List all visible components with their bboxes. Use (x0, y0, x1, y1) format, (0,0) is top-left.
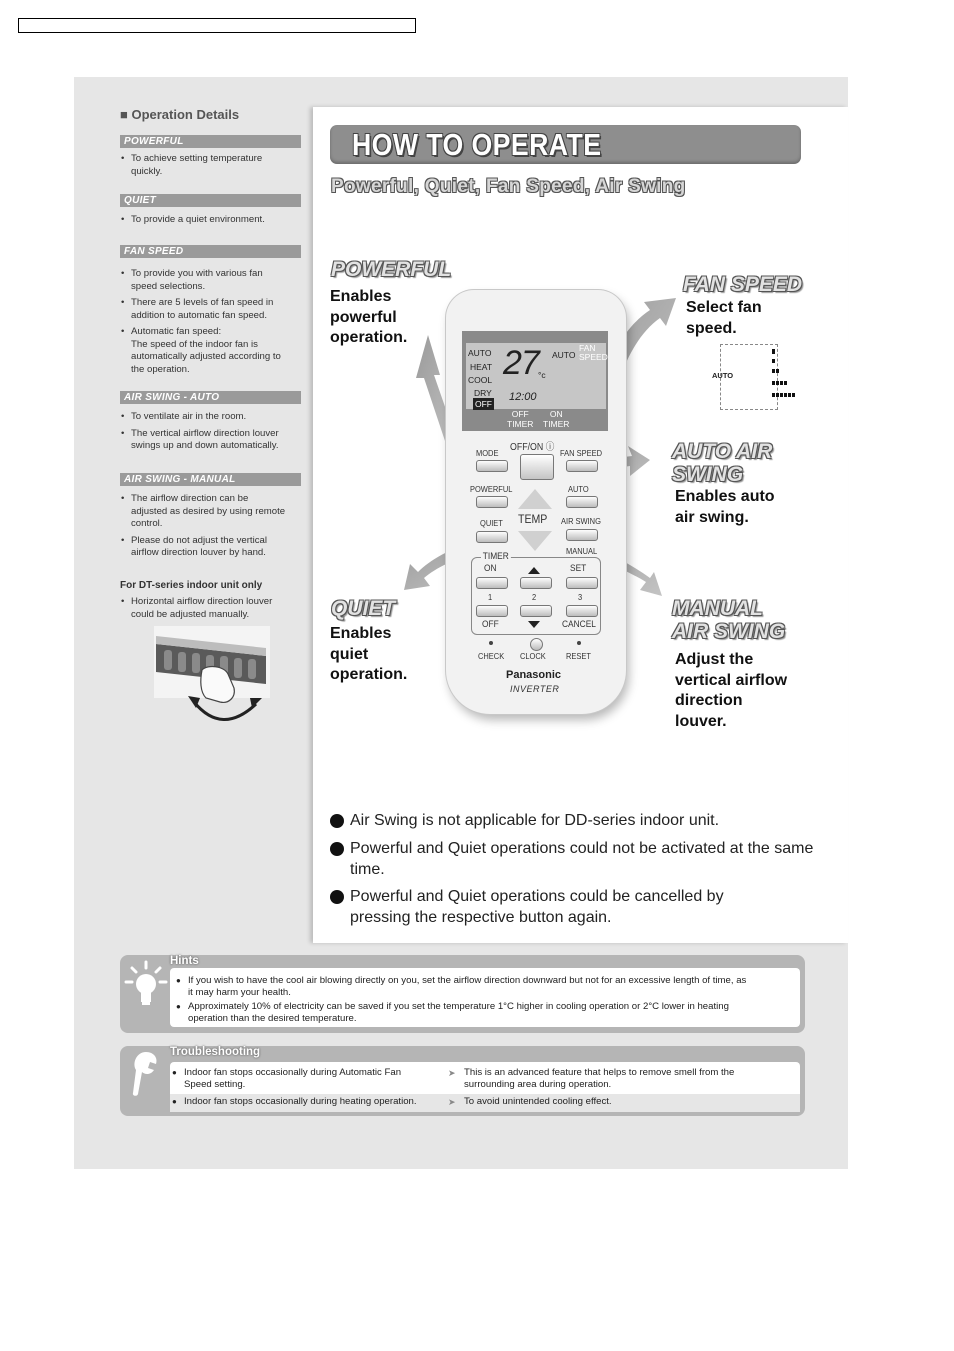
temp-down-icon[interactable] (518, 531, 552, 551)
check-button-dot[interactable] (489, 641, 493, 645)
remote-label-set: SET (570, 563, 587, 574)
list-item: • The airflow direction can be adjusted as desired by using remote control. (120, 493, 302, 531)
remote-label-1: 1 (488, 592, 493, 602)
remote-label-reset: RESET (566, 651, 591, 661)
page-subtitle: Powerful, Quiet, Fan Speed, Air Swing (331, 176, 686, 197)
list-item: • To achieve setting temperature quickly. (120, 153, 302, 178)
dt-series-label: For DT-series indoor unit only (120, 580, 263, 591)
remote-label-air-swing: AIR SWING (561, 516, 601, 526)
remote-label-offon: OFF/ON ⓘ (510, 442, 555, 453)
section-label: QUIET (124, 195, 157, 206)
section-label: FAN SPEED (124, 246, 184, 257)
remote-label-check: CHECK (478, 651, 505, 661)
list-item: • There are 5 levels of fan speed in addition to automatic fan speed. (120, 297, 302, 322)
remote-fan-speed-button[interactable] (566, 460, 598, 472)
remote-timer-set-button[interactable] (566, 577, 598, 589)
remote-quiet-button[interactable] (476, 531, 508, 543)
feature-desc-quiet: Enables quiet operation. (330, 625, 408, 683)
list-item: • To provide you with various fan speed selections. (120, 268, 302, 293)
header-box (18, 18, 416, 33)
remote-label-clock: CLOCK (520, 651, 546, 661)
list-item: • Automatic fan speed: The speed of the indoor fan is automatically adjusted according to the operation. (120, 326, 302, 376)
timer-up-icon[interactable] (528, 567, 540, 574)
feature-title-manual-air-swing-2: AIR SWING (672, 620, 786, 643)
page-title: HOW TO OPERATE (352, 127, 602, 162)
note-item: Powerful and Quiet operations could be cancelled by pressing the respective button again. (330, 887, 780, 928)
note-item: Powerful and Quiet operations could not be activated at the same time. (330, 839, 820, 880)
section-list-air-swing-manual (120, 493, 302, 564)
troubleshooting-title: Troubleshooting (170, 1046, 261, 1058)
remote-label-powerful: POWERFUL (470, 484, 513, 494)
remote-brand-logo: Panasonic (506, 669, 562, 681)
louver-illustration (154, 626, 270, 734)
sidebar-title: ■ Operation Details (120, 107, 240, 122)
remote-power-button[interactable] (520, 454, 554, 480)
section-label: POWERFUL (124, 136, 184, 147)
section-list-powerful (120, 153, 302, 182)
feature-desc-fan-speed: Select fan speed. (686, 299, 762, 337)
lcd-auto: AUTO (552, 350, 576, 360)
section-label: AIR SWING - MANUAL (124, 474, 236, 485)
remote-label-cancel: CANCEL (562, 619, 596, 630)
note-item: Air Swing is not applicable for DD-series indoor unit. (330, 811, 830, 832)
feature-title-auto-air-swing-1: AUTO AIR (672, 440, 773, 463)
wrench-icon (130, 1050, 160, 1098)
reset-button-dot[interactable] (577, 641, 581, 645)
remote-label-manual: MANUAL (566, 546, 598, 556)
lcd-off-timer: OFF TIMER (507, 409, 534, 429)
section-list-fan-speed (120, 268, 302, 380)
fan-level-bars (770, 347, 798, 403)
section-list-quiet (120, 214, 302, 231)
remote-label-fan-speed: FAN SPEED (560, 448, 602, 458)
lcd-temperature: 27 (503, 344, 539, 382)
remote-powerful-button[interactable] (476, 496, 508, 508)
remote-timer-cancel-button[interactable] (566, 605, 598, 617)
list-item: • Please do not adjust the vertical airflow direction louver by hand. (120, 535, 302, 560)
remote-label-mode: MODE (476, 448, 499, 458)
remote-label-on: ON (484, 563, 497, 574)
remote-label-3: 3 (578, 592, 583, 602)
remote-label-auto: AUTO (568, 484, 589, 494)
remote-label-2: 2 (532, 592, 537, 602)
lcd-speed: SPEED (579, 352, 608, 362)
temp-up-icon[interactable] (518, 489, 552, 509)
fan-indicator-auto-label: AUTO (712, 371, 734, 380)
remote-label-timer: TIMER (482, 551, 509, 562)
hints-title: Hints (170, 955, 199, 967)
lightbulb-icon (124, 960, 168, 1008)
lcd-time: 12:00 (509, 391, 537, 403)
troubleshooting-answer: ➤ To avoid unintended cooling effect. (448, 1096, 612, 1108)
remote-label-temp: TEMP (518, 512, 548, 526)
lcd-mode-heat: HEAT (470, 362, 493, 372)
lcd-mode-dry: DRY (474, 388, 492, 398)
list-item: • The vertical airflow direction louver swings up and down automatically. (120, 428, 302, 453)
remote-timer-off-button[interactable] (476, 605, 508, 617)
list-item: • To provide a quiet environment. (120, 214, 302, 227)
remote-label-off: OFF (482, 619, 499, 630)
hint-item: ● If you wish to have the cool air blowing directly on you, set the airflow direction downward but not for an excessive length of time, as it may harm your health. (176, 975, 746, 999)
section-bar-fan-speed (120, 245, 301, 258)
troubleshooting-answer: ➤ This is an advanced feature that helps to remove smell from the surrounding area during operation. (448, 1067, 734, 1091)
remote-timer-on-button[interactable] (476, 577, 508, 589)
section-bar-air-swing-auto (120, 391, 301, 404)
timer-down-icon[interactable] (528, 621, 540, 628)
lcd-on-timer: ON TIMER (543, 409, 570, 429)
remote-label-quiet: QUIET (480, 518, 503, 528)
remote-auto-swing-button[interactable] (566, 496, 598, 508)
feature-desc-powerful: Enables powerful operation. (330, 288, 408, 346)
feature-title-quiet: QUIET (331, 597, 396, 620)
remote-mode-button[interactable] (476, 460, 508, 472)
dt-series-list (120, 596, 302, 625)
section-list-air-swing-auto (120, 411, 302, 457)
lcd-unit: °c (538, 370, 546, 380)
lcd-mode-cool: COOL (468, 375, 493, 385)
remote-manual-swing-button[interactable] (566, 529, 598, 541)
feature-title-fan-speed: FAN SPEED (683, 273, 803, 296)
feature-title-powerful: POWERFUL (331, 258, 452, 281)
remote-timer-down-button[interactable] (520, 605, 552, 617)
troubleshooting-issue: ● Indoor fan stops occasionally during Automatic Fan Speed setting. (172, 1067, 401, 1091)
feature-desc-manual-air-swing: Adjust the vertical airflow direction louver. (675, 651, 788, 730)
remote-timer-up-button[interactable] (520, 577, 552, 589)
lcd-fan: FAN (579, 343, 596, 353)
lcd-mode-off: OFF (475, 399, 492, 409)
list-item: • Horizontal airflow direction louver could be adjusted manually. (120, 596, 302, 621)
section-label: AIR SWING - AUTO (124, 392, 220, 403)
feature-title-manual-air-swing-1: MANUAL (672, 597, 763, 620)
remote-clock-button[interactable] (530, 638, 543, 651)
troubleshooting-issue: ● Indoor fan stops occasionally during heating operation. (172, 1096, 417, 1108)
section-bar-powerful (120, 135, 301, 148)
list-item: • To ventilate air in the room. (120, 411, 302, 424)
hint-item: ● Approximately 10% of electricity can be saved if you set the temperature 1°C higher in cooling operation or 2°C lower in heating operation than the desired temperature. (176, 1001, 729, 1025)
lcd-mode-auto: AUTO (468, 348, 492, 358)
feature-title-auto-air-swing-2: SWING (672, 463, 744, 486)
section-bar-quiet (120, 194, 301, 207)
remote-inverter-label: INVERTER (510, 684, 560, 694)
feature-desc-auto-air-swing: Enables auto air swing. (675, 488, 775, 526)
section-bar-air-swing-manual (120, 473, 301, 486)
